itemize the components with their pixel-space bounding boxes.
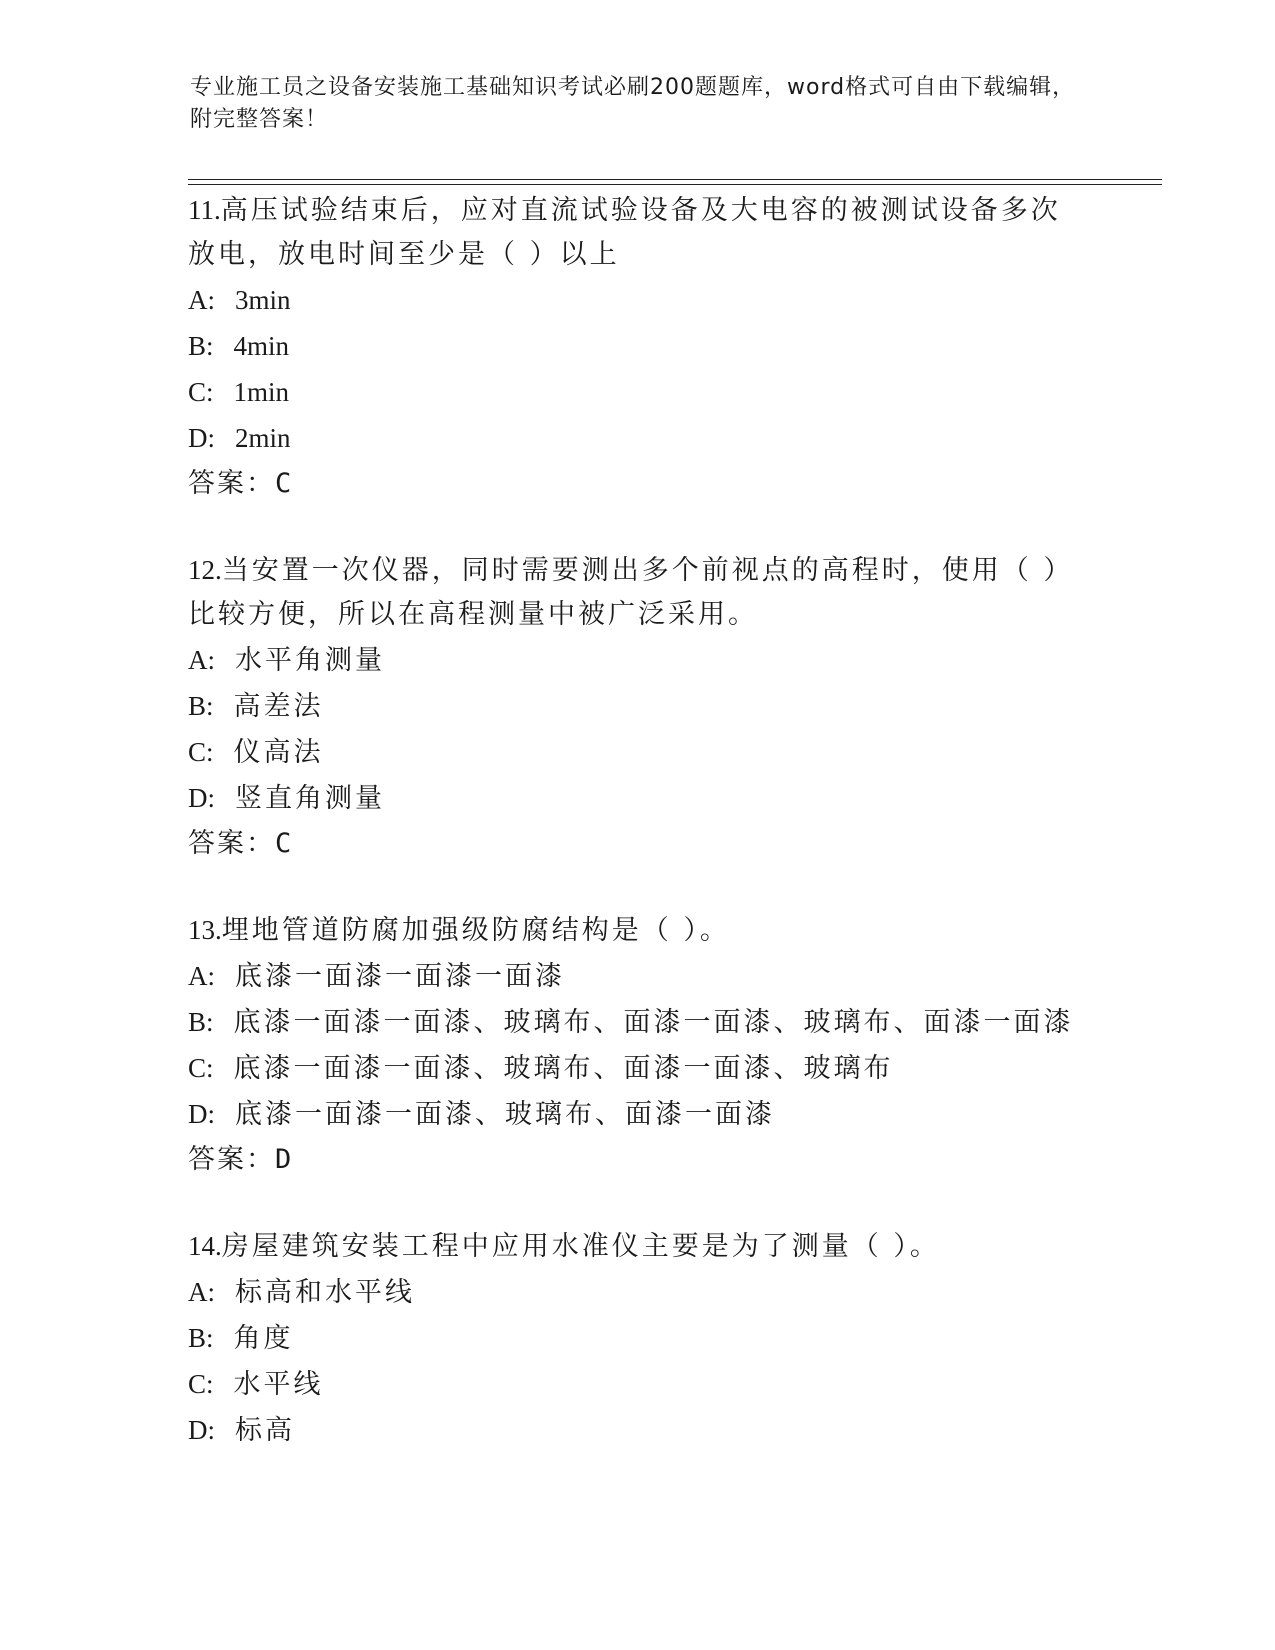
option-d — [188, 775, 1088, 821]
option-label: C: — [188, 1053, 214, 1083]
answer-label: 答案： — [188, 468, 275, 499]
option-b — [188, 1315, 1088, 1361]
question-14 — [188, 1224, 1088, 1453]
option-text: 水平角测量 — [235, 645, 385, 676]
question-13 — [188, 908, 1088, 1183]
option-label: D: — [188, 423, 215, 453]
option-text: 底漆一面漆一面漆一面漆 — [235, 961, 565, 992]
option-b — [188, 323, 1088, 369]
option-text: 底漆一面漆一面漆、玻璃布、面漆一面漆、玻璃布 — [233, 1053, 894, 1084]
option-text: 角度 — [233, 1323, 294, 1354]
option-label: A: — [188, 285, 215, 315]
question-stem — [188, 1224, 1088, 1269]
question-number: 14. — [188, 1231, 222, 1261]
question-number: 11. — [188, 195, 221, 225]
option-d — [188, 1407, 1088, 1453]
option-text: 1min — [233, 377, 290, 407]
answer-label: 答案： — [188, 1144, 275, 1175]
option-label: B: — [188, 1323, 214, 1353]
option-label: B: — [188, 691, 214, 721]
header-divider-bottom — [188, 184, 1162, 185]
option-label: C: — [188, 377, 214, 407]
question-number: 12. — [188, 555, 222, 585]
option-a — [188, 953, 1088, 999]
option-text: 高差法 — [233, 691, 324, 722]
option-label: D: — [188, 783, 215, 813]
option-label: C: — [188, 1369, 214, 1399]
option-text: 底漆一面漆一面漆、玻璃布、面漆一面漆 — [235, 1099, 775, 1130]
option-text: 标高和水平线 — [235, 1277, 415, 1308]
answer-line — [188, 1137, 1088, 1183]
option-d — [188, 1091, 1088, 1137]
option-c — [188, 369, 1088, 415]
option-c — [188, 729, 1088, 775]
option-label: A: — [188, 1277, 215, 1307]
option-d — [188, 415, 1088, 461]
question-text: 房屋建筑安装工程中应用水准仪主要是为了测量（ ）。 — [221, 1231, 940, 1262]
option-text: 4min — [233, 331, 290, 361]
option-text: 标高 — [235, 1415, 295, 1446]
option-b — [188, 683, 1088, 729]
option-a — [188, 637, 1088, 683]
question-stem — [188, 188, 1088, 277]
option-label: B: — [188, 331, 214, 361]
question-text: 高压试验结束后，应对直流试验设备及大电容的被测试设备多次放电，放电时间至少是（ ）以上 — [188, 195, 1061, 270]
option-label: A: — [188, 645, 215, 675]
option-text: 仪高法 — [233, 737, 324, 768]
answer-value: C — [275, 468, 294, 499]
question-stem — [188, 908, 1088, 953]
option-c — [188, 1045, 1088, 1091]
question-12 — [188, 548, 1088, 867]
option-a — [188, 277, 1088, 323]
answer-line — [188, 821, 1088, 867]
question-text: 当安置一次仪器，同时需要测出多个前视点的高程时，使用（ ）比较方便，所以在高程测量中被广泛采用。 — [188, 555, 1074, 630]
answer-line — [188, 461, 1088, 507]
option-text: 水平线 — [233, 1369, 324, 1400]
document-header: 专业施工员之设备安装施工基础知识考试必刷200题题库，word格式可自由下载编辑，附完整答案！ — [190, 75, 1076, 132]
option-label: D: — [188, 1099, 215, 1129]
option-text: 竖直角测量 — [235, 783, 385, 814]
option-label: A: — [188, 961, 215, 991]
header-divider-top — [188, 179, 1162, 180]
question-stem — [188, 548, 1088, 637]
option-label: B: — [188, 1007, 214, 1037]
answer-value: D — [275, 1144, 294, 1175]
option-c — [188, 1361, 1088, 1407]
question-text: 埋地管道防腐加强级防腐结构是（ ）。 — [221, 915, 730, 946]
option-text: 2min — [235, 423, 291, 453]
question-number: 13. — [188, 915, 222, 945]
answer-label: 答案： — [188, 828, 275, 859]
option-text: 3min — [235, 285, 291, 315]
option-label: C: — [188, 737, 214, 767]
option-b — [188, 999, 1088, 1045]
option-a — [188, 1269, 1088, 1315]
question-11 — [188, 188, 1088, 507]
answer-value: C — [275, 828, 294, 859]
option-text: 底漆一面漆一面漆、玻璃布、面漆一面漆、玻璃布、面漆一面漆 — [233, 1007, 1074, 1038]
option-label: D: — [188, 1415, 215, 1445]
